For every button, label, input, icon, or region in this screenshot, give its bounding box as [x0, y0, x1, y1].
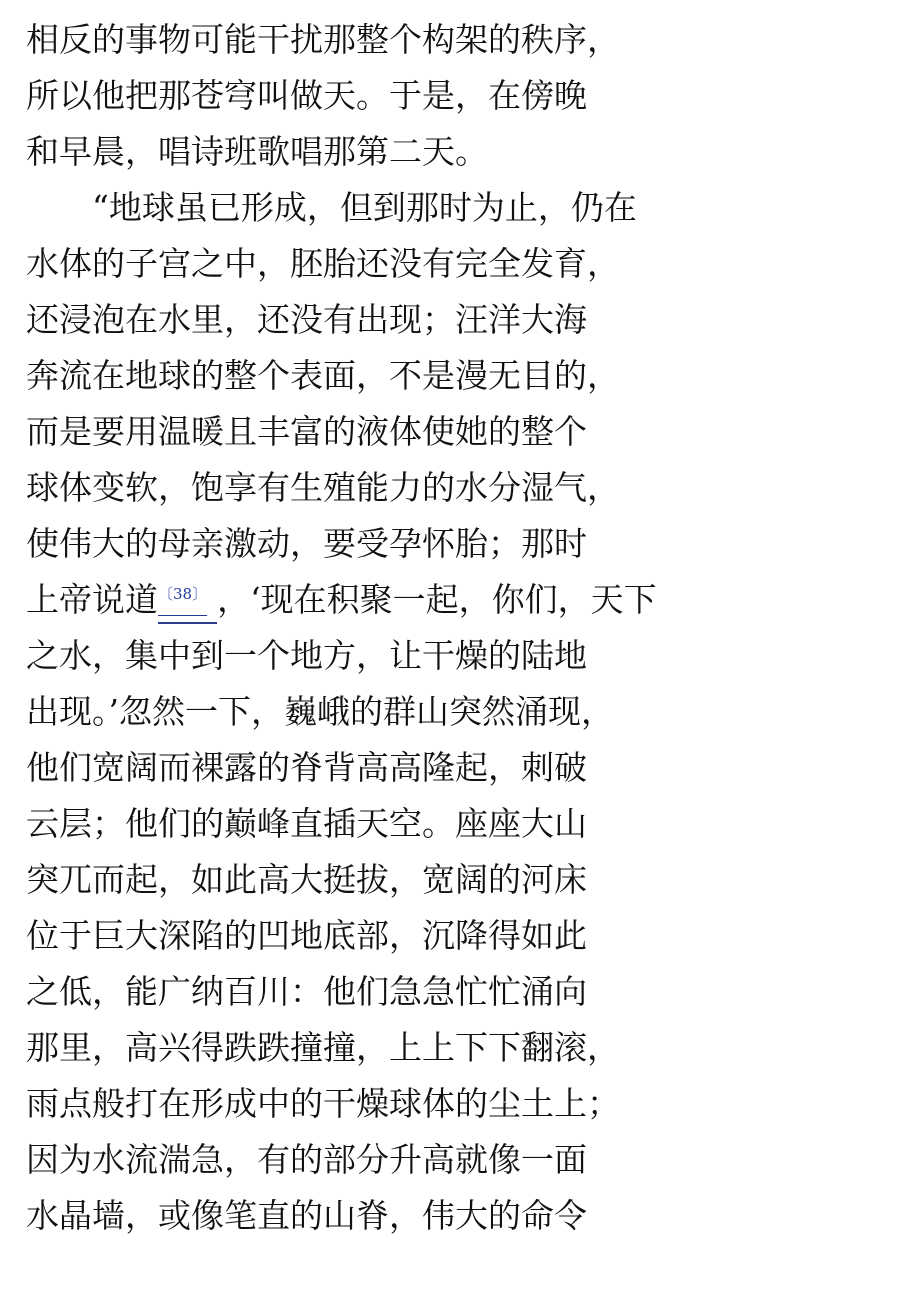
text-line: 奔流在地球的整个表面，不是漫无目的， [26, 356, 620, 395]
text-segment: ，‘现在积聚一起，你们，天下 [217, 580, 657, 619]
footnote-link[interactable] [158, 583, 217, 624]
text-line: 使伟大的母亲激动，要受孕怀胎；那时 [26, 524, 587, 563]
text-line: 雨点般打在形成中的干燥球体的尘土上； [26, 1084, 620, 1123]
text-line: 还浸泡在水里，还没有出现；汪洋大海 [26, 300, 587, 339]
text-line: 云层；他们的巅峰直插天空。座座大山 [26, 804, 587, 843]
text-segment: 上帝说道 [26, 580, 158, 619]
text-line: 那里，高兴得跌跌撞撞，上上下下翻滚， [26, 1028, 620, 1067]
text-line-with-footnote [26, 572, 657, 628]
text-line: 出现。’忽然一下，巍峨的群山突然涌现， [26, 692, 614, 731]
text-line: 水体的子宫之中，胚胎还没有完全发育， [26, 244, 620, 283]
text-line: 和早晨，唱诗班歌唱那第二天。 [26, 132, 488, 171]
text-line: 之水，集中到一个地方，让干燥的陆地 [26, 636, 587, 675]
text-line: 球体变软，饱享有生殖能力的水分湿气， [26, 468, 620, 507]
paragraph-start-line: “地球虽已形成，但到那时为止，仍在 [92, 188, 637, 227]
text-line: 水晶墙，或像笔直的山脊，伟大的命令 [26, 1196, 587, 1235]
text-line: 之低，能广纳百川：他们急急忙忙涌向 [26, 972, 587, 1011]
text-line: 突兀而起，如此高大挺拔，宽阔的河床 [26, 860, 587, 899]
text-line: 而是要用温暖且丰富的液体使她的整个 [26, 412, 587, 451]
text-line: 因为水流湍急，有的部分升高就像一面 [26, 1140, 587, 1179]
footnote-reference[interactable]: 〔38〕 [158, 585, 208, 603]
text-line: 位于巨大深陷的凹地底部，沉降得如此 [26, 916, 587, 955]
text-line: 所以他把那苍穹叫做天。于是，在傍晚 [26, 76, 587, 115]
text-line: 相反的事物可能干扰那整个构架的秩序， [26, 20, 620, 59]
text-line: 他们宽阔而裸露的脊背高高隆起，刺破 [26, 748, 587, 787]
